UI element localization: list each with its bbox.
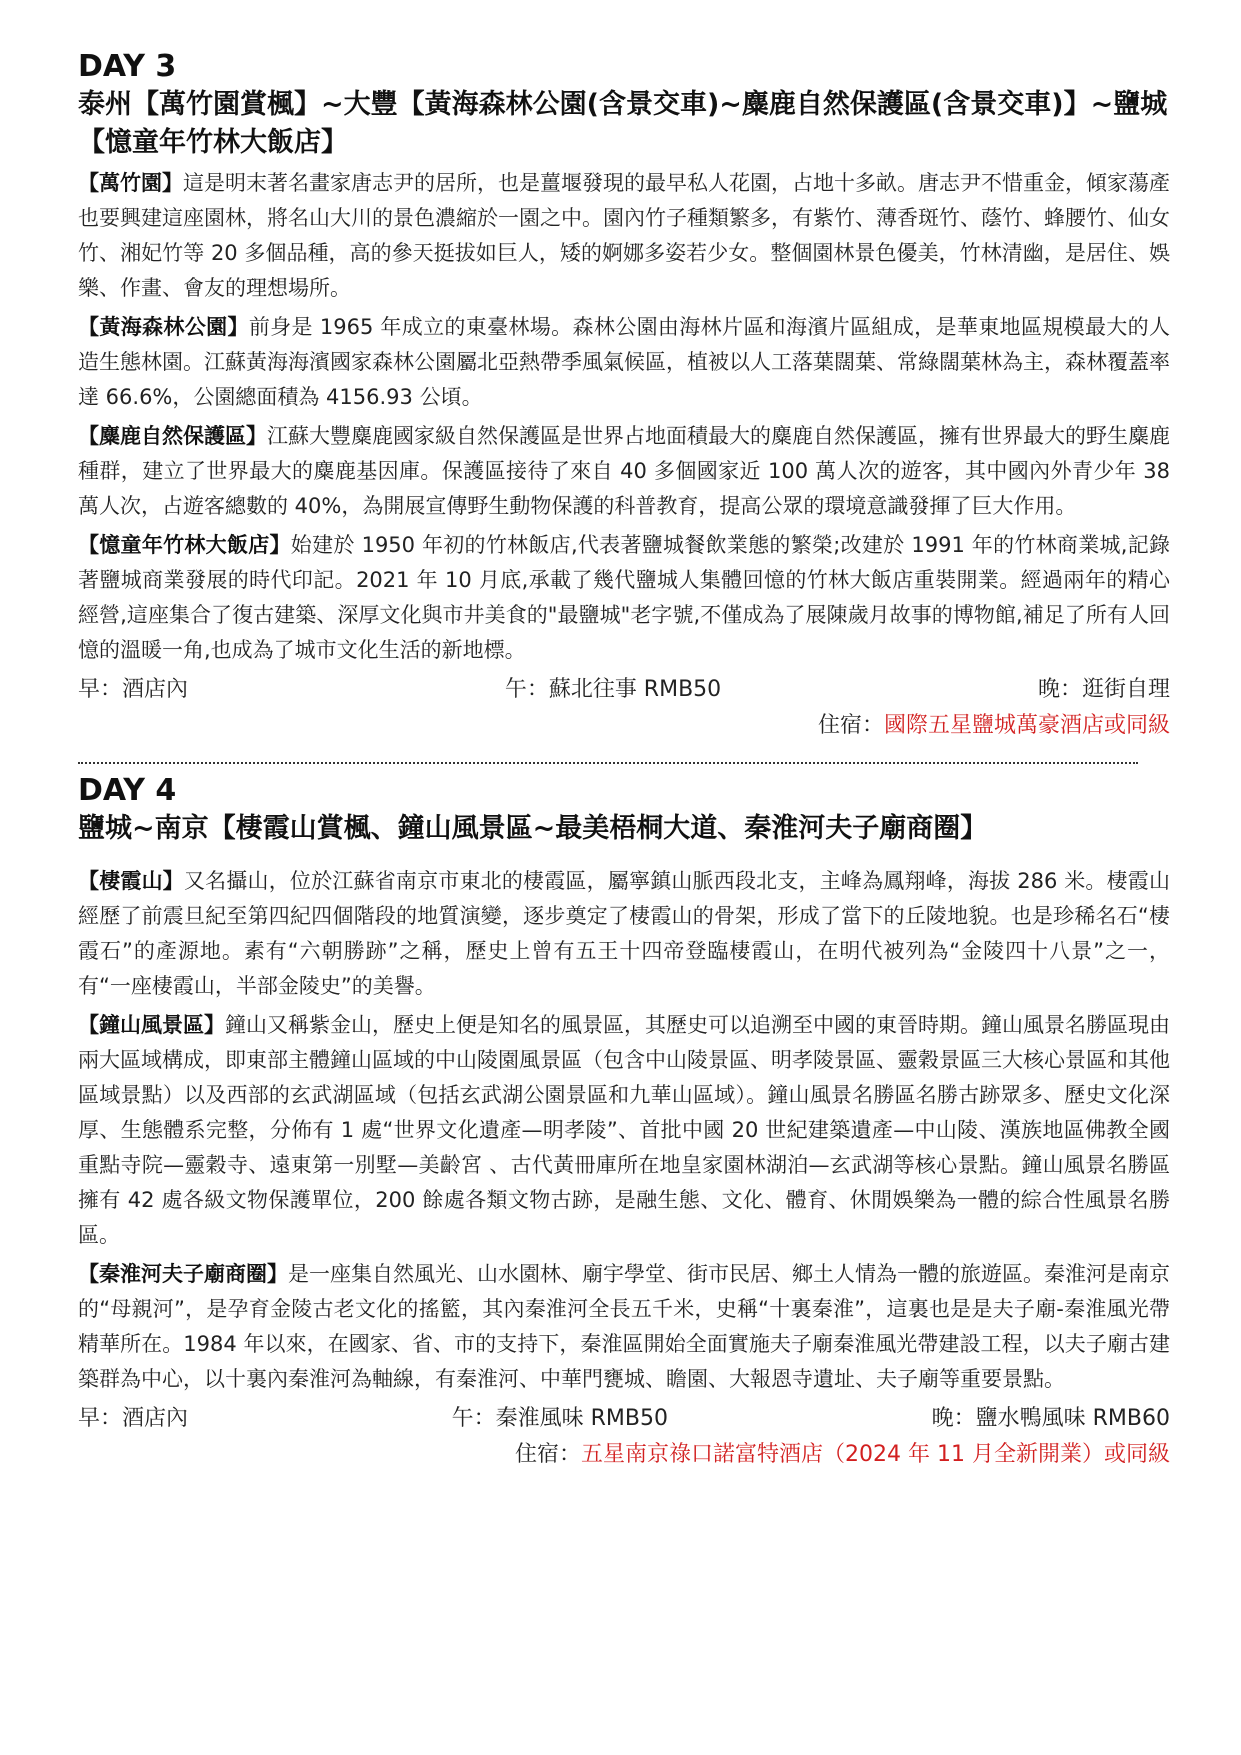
- section-text: 是一座集自然風光、山水園林、廟宇學堂、街市民居、鄉土人情為一體的旅遊區。秦淮河是南京的“母親河”，是孕育金陵古老文化的搖籃，其內秦淮河全長五千米，史稱“十裏秦淮”，這裏也是是夫子廟-秦淮風光帶精華所在。1984 年以來，在國家、省、市的支持下，秦淮區開始全面實施夫子廟秦淮風光帶建設工程，以夫子廟古建築群為中心，以十裏內秦淮河為軸線，有秦淮河、中華門甕城、瞻園、大報恩寺遺址、夫子廟等重要景點。: [78, 1262, 1170, 1391]
- day3-paragraph-elk-reserve: [78, 419, 1170, 524]
- day3-paragraph-huanghai-forest: [78, 310, 1170, 415]
- day3-section: [78, 48, 1170, 744]
- section-text: 這是明末著名畫家唐志尹的居所，也是薑堰發現的最早私人花園，占地十多畝。唐志尹不惜重金，傾家蕩產也要興建這座園林，將名山大川的景色濃縮於一園之中。園內竹子種類繁多，有紫竹、薄香斑竹、蔭竹、蜂腰竹、仙女竹、湘妃竹等 20 多個品種，高的參天挺拔如巨人，矮的婀娜多姿若少女。整個園林景色優美，竹林清幽，是居住、娛樂、作畫、會友的理想場所。: [78, 171, 1170, 300]
- day3-title: 泰州【萬竹園賞楓】~大豐【黃海森林公園(含景交車)~麋鹿自然保護區(含景交車)】~鹽城【憶童年竹林大飯店】: [78, 89, 1168, 158]
- day3-accommodation: [78, 708, 1170, 744]
- itinerary-page: [78, 48, 1170, 1473]
- section-heading: 【麋鹿自然保護區】: [78, 424, 267, 448]
- section-text: 又名攝山，位於江蘇省南京市東北的棲霞區，屬寧鎮山脈西段北支，主峰為鳳翔峰，海拔 286 米。棲霞山經歷了前震旦紀至第四紀四個階段的地質演變，逐步奠定了棲霞山的骨架，形成了當下的丘陵地貌。也是珍稀名石“棲霞石”的產源地。素有“六朝勝跡”之稱，歷史上曾有五王十四帝登臨棲霞山，在明代被列為“金陵四十八景”之一，有“一座棲霞山，半部金陵史”的美譽。: [78, 869, 1171, 998]
- day4-title: 鹽城~南京【棲霞山賞楓、鐘山風景區~最美梧桐大道、秦淮河夫子廟商圈】: [78, 813, 988, 844]
- day3-paragraph-bamboo-restaurant: [78, 528, 1170, 668]
- day3-meals: [78, 672, 1170, 708]
- stay-label: 住宿：: [817, 713, 884, 738]
- dotted-divider: [78, 762, 1138, 764]
- day4-dinner: 晚：鹽水鴨風味 RMB60: [931, 1406, 1170, 1431]
- day4-breakfast: 早：酒店內: [78, 1406, 189, 1431]
- day4-accommodation: [78, 1437, 1170, 1473]
- day3-breakfast: 早：酒店內: [78, 677, 189, 702]
- section-heading: 【萬竹園】: [78, 171, 183, 195]
- spacer: [78, 852, 1170, 864]
- day4-label: DAY 4: [78, 773, 177, 808]
- section-text: 鐘山又稱紫金山，歷史上便是知名的風景區，其歷史可以追溯至中國的東晉時期。鐘山風景名勝區現由兩大區域構成，即東部主體鐘山區域的中山陵園風景區（包含中山陵景區、明孝陵景區、靈穀景區三大核心景區和其他區域景點）以及西部的玄武湖區域（包括玄武湖公園景區和九華山區域）。鐘山風景名勝區名勝古跡眾多、歷史文化深厚、生態體系完整，分佈有 1 處“世界文化遺產—明孝陵”、首批中國 20 世紀建築遺產—中山陵、漢族地區佛教全國重點寺院—靈穀寺、遠東第一別墅—美齡宮 、古代黃冊庫所在地皇家園林湖泊—玄武湖等核心景點。鐘山風景名勝區擁有 42 處各級文物保護單位，200 餘處各類文物古跡，是融生態、文化、體育、休閒娛樂為一體的綜合性風景名勝區。: [78, 1013, 1170, 1247]
- day3-hotel: 國際五星鹽城萬豪酒店或同級: [883, 713, 1170, 738]
- day4-hotel: 五星南京祿口諾富特酒店（2024 年 11 月全新開業）或同級: [581, 1442, 1170, 1467]
- section-text: 江蘇大豐麋鹿國家級自然保護區是世界占地面積最大的麋鹿自然保護區，擁有世界最大的野生麋鹿種群，建立了世界最大的麋鹿基因庫。保護區接待了來自 40 多個國家近 100 萬人次的遊客，其中國內外青少年 38 萬人次，占遊客總數的 40%，為開展宣傳野生動物保護的科普教育，提高公眾的環境意識發揮了巨大作用。: [78, 424, 1170, 518]
- day3-dinner: 晚：逛街自理: [1037, 677, 1170, 702]
- section-heading: 【秦淮河夫子廟商圈】: [78, 1262, 288, 1286]
- section-heading: 【棲霞山】: [78, 869, 184, 893]
- day4-paragraph-zhongshan: [78, 1008, 1170, 1253]
- section-heading: 【憶童年竹林大飯店】: [78, 533, 291, 557]
- day4-paragraph-qinhuai: [78, 1257, 1170, 1397]
- section-text: 始建於 1950 年初的竹林飯店,代表著鹽城餐飲業態的繁榮;改建於 1991 年的竹林商業城,記錄著鹽城商業發展的時代印記。2021 年 10 月底,承載了幾代鹽城人集體回憶的竹林大飯店重裝開業。經過兩年的精心經營,這座集合了復古建築、深厚文化與市井美食的"最鹽城"老字號,不僅成為了展陳歲月故事的博物館,補足了所有人回憶的溫暖一角,也成為了城市文化生活的新地標。: [78, 533, 1170, 662]
- day3-paragraph-wanzhuyuan: [78, 166, 1170, 306]
- day4-paragraph-qixiashan: [78, 864, 1170, 1004]
- day4-section: [78, 772, 1170, 1473]
- section-heading: 【鐘山風景區】: [78, 1013, 225, 1037]
- day4-lunch: 午：秦淮風味 RMB50: [451, 1406, 668, 1431]
- section-heading: 【黃海森林公園】: [78, 315, 249, 339]
- day3-label: DAY 3: [78, 49, 177, 84]
- stay-label: 住宿：: [515, 1442, 582, 1467]
- section-text: 前身是 1965 年成立的東臺林場。森林公園由海林片區和海濱片區組成，是華東地區規模最大的人造生態林園。江蘇黃海海濱國家森林公園屬北亞熱帶季風氣候區，植被以人工落葉闊葉、常綠闊葉林為主，森林覆蓋率達 66.6%，公園總面積為 4156.93 公頃。: [78, 315, 1170, 409]
- day3-lunch: 午：蘇北往事 RMB50: [504, 677, 722, 702]
- day4-meals: [78, 1401, 1170, 1437]
